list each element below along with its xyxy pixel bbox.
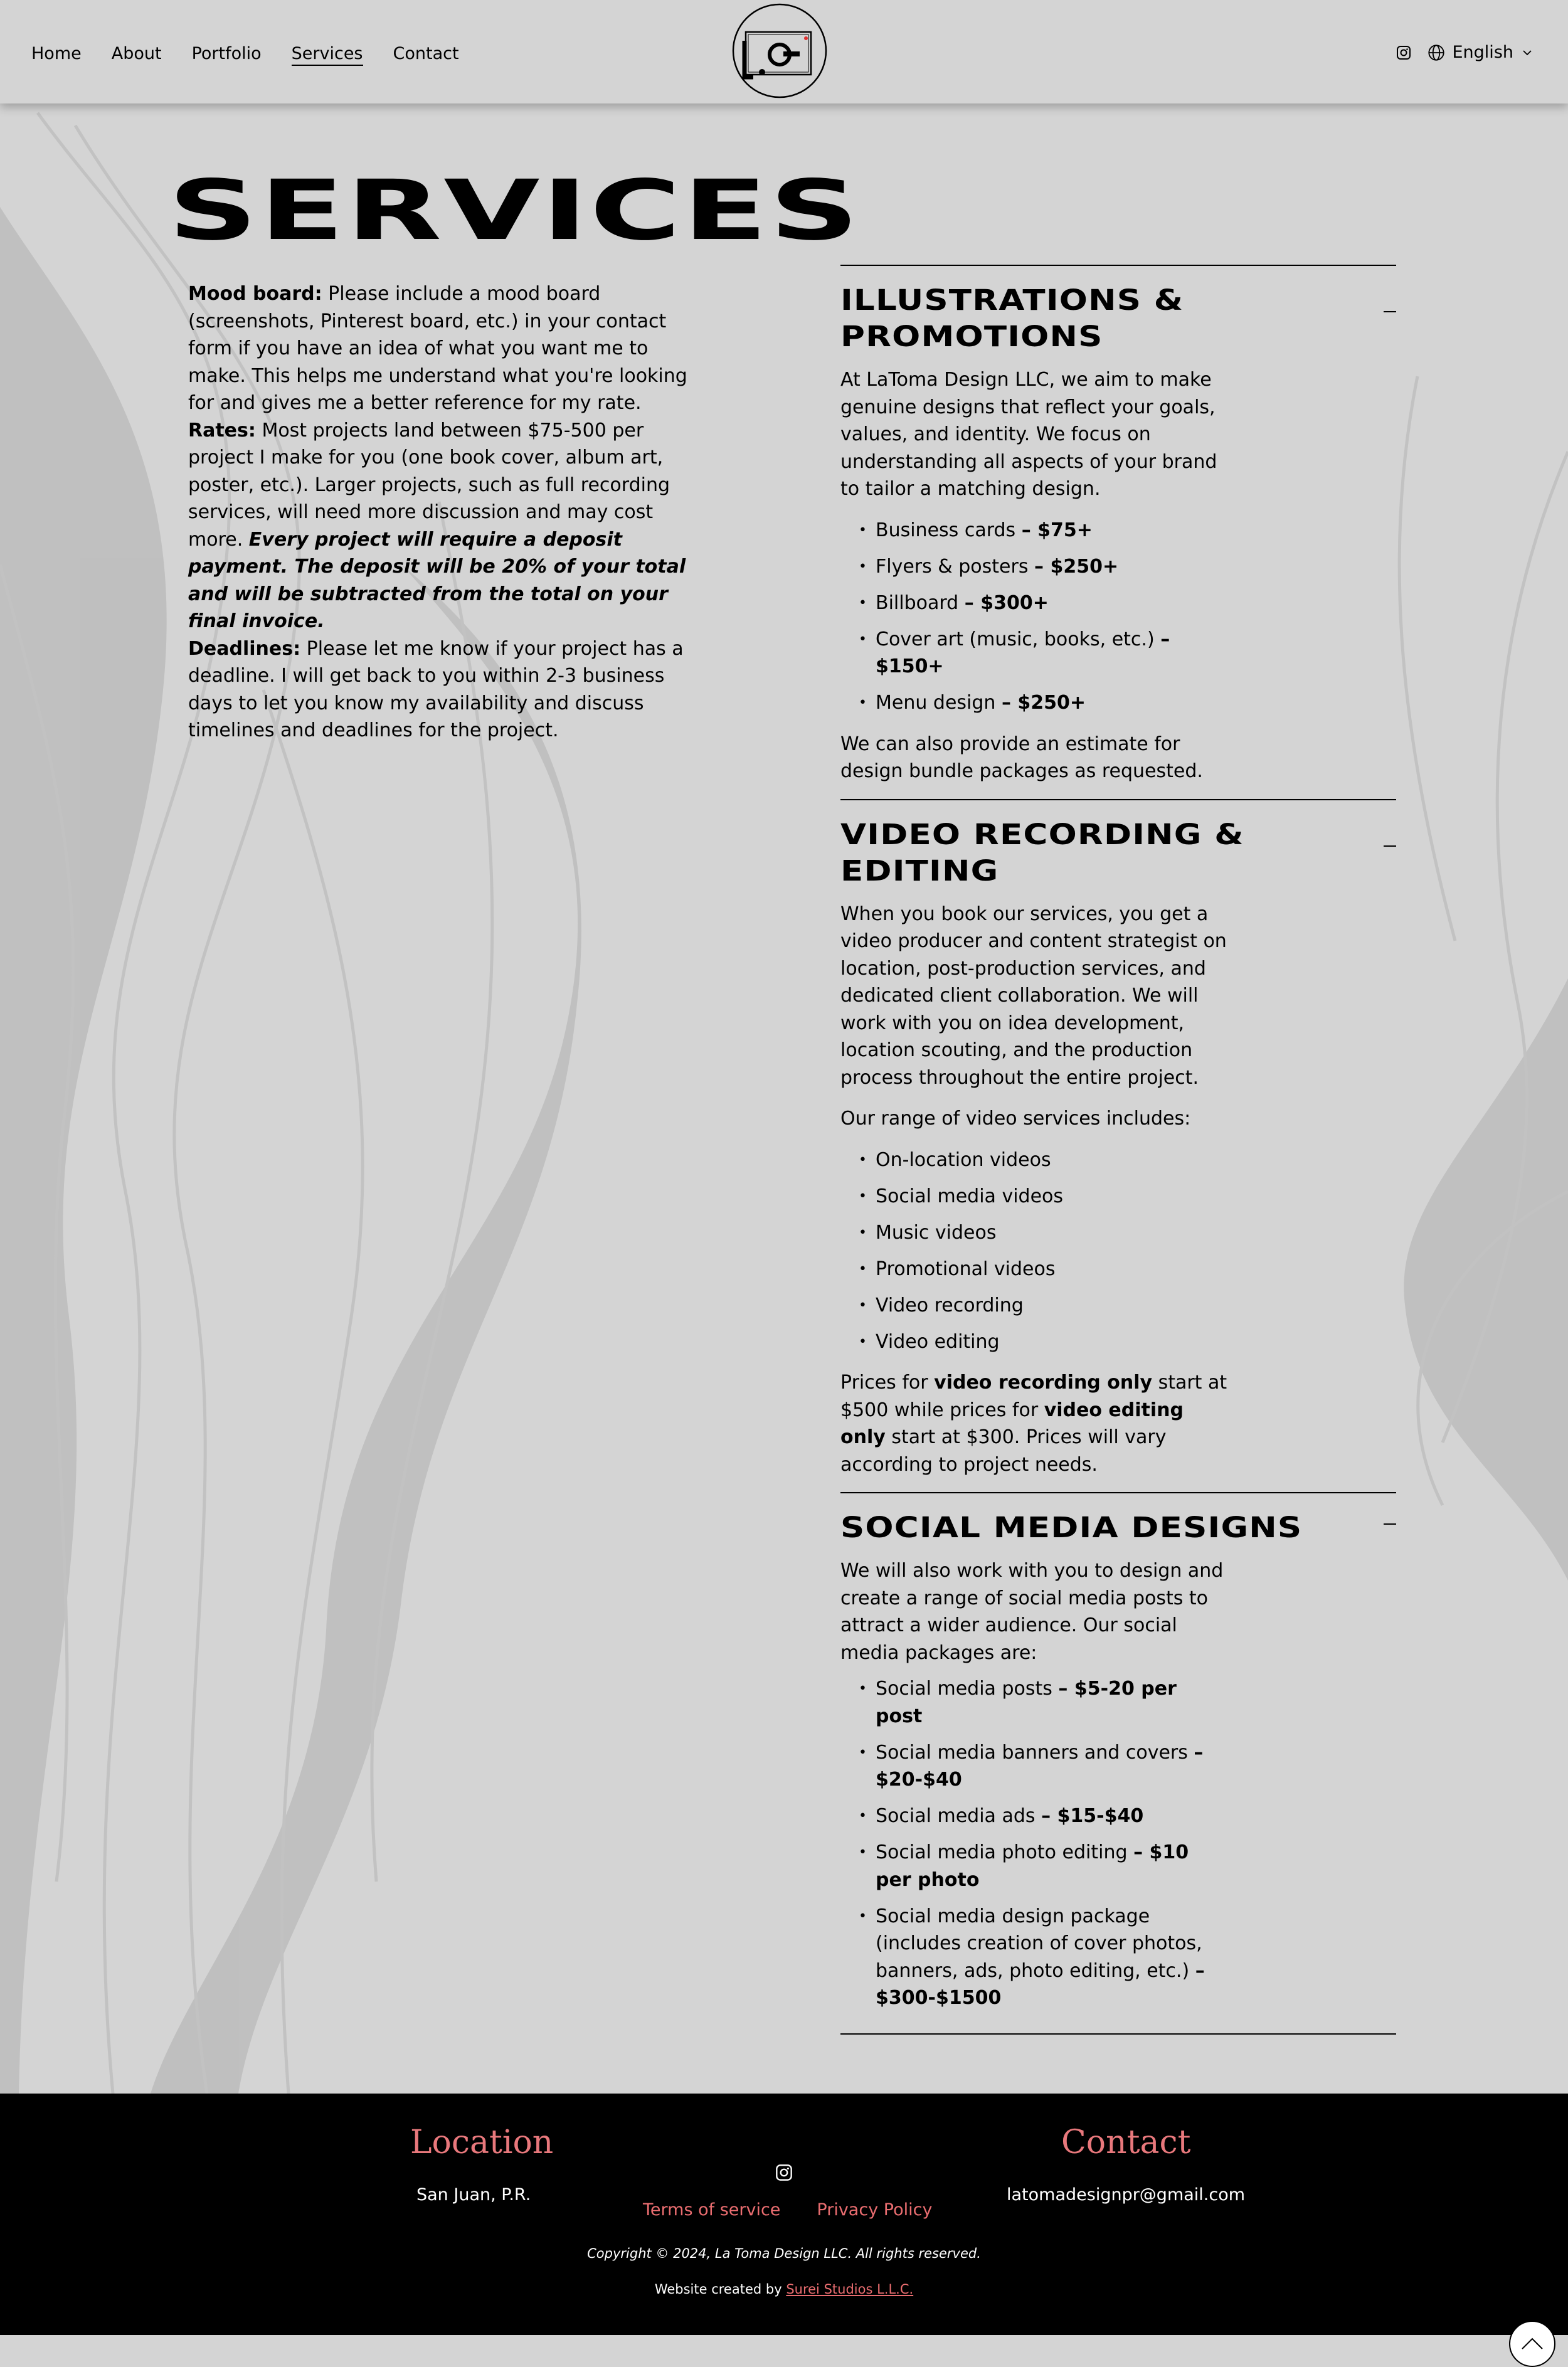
section-illustrations bbox=[840, 265, 1396, 785]
privacy-link[interactable]: Privacy Policy bbox=[817, 2200, 933, 2220]
nav-home[interactable]: Home bbox=[31, 44, 82, 63]
section-title-social[interactable]: SOCIAL MEDIA DESIGNS bbox=[840, 1511, 1303, 1544]
location-text: San Juan, P.R. bbox=[416, 2185, 531, 2205]
section-video bbox=[840, 799, 1396, 1479]
list-item: • Social media videos bbox=[840, 1183, 1229, 1210]
list-item: • On-location videos bbox=[840, 1146, 1229, 1174]
back-to-top-button[interactable] bbox=[1509, 2321, 1555, 2367]
copyright: Copyright © 2024, La Toma Design LLC. All rights reserved. bbox=[587, 2246, 981, 2261]
collapse-icon[interactable] bbox=[1384, 845, 1396, 847]
latoma-logo[interactable] bbox=[732, 3, 827, 98]
list-item: • Flyers & posters – $250+ bbox=[840, 553, 1229, 581]
section-body-video bbox=[840, 901, 1229, 1479]
instagram-icon[interactable] bbox=[775, 2164, 793, 2181]
instagram-icon[interactable] bbox=[1396, 45, 1411, 60]
illustrations-outro: We can also provide an estimate for design bundle packages as requested. bbox=[840, 733, 1203, 782]
deadlines-text: Please let me know if your project has a deadline. I will get back to you within 2-3 business days to let you know my availability and discuss timelines and deadlines for the project. bbox=[188, 637, 684, 741]
list-item: • Social media posts – $5-20 per post bbox=[840, 1675, 1229, 1730]
mood-board-label: Mood board: bbox=[188, 283, 322, 305]
globe-icon bbox=[1428, 44, 1445, 61]
contact-email[interactable]: latomadesignpr@gmail.com bbox=[1007, 2185, 1246, 2205]
section-title-illustrations[interactable]: ILLUSTRATIONS & PROMOTIONS bbox=[840, 283, 1184, 353]
video-services-list bbox=[840, 1146, 1229, 1356]
site-header bbox=[0, 0, 1568, 103]
header-utilities bbox=[1396, 43, 1534, 62]
list-item: • Social media banners and covers – $20-$40 bbox=[840, 1739, 1229, 1794]
location-heading: Location bbox=[410, 2124, 554, 2161]
video-intro: When you book our services, you get a video producer and content strategist on location, post-production services, and dedicated client collaboration. We will work with you on idea development, location scouting, and the production process throughout the entire project. bbox=[840, 903, 1227, 1089]
nav-about[interactable]: About bbox=[111, 44, 162, 63]
legal-links bbox=[643, 2200, 932, 2220]
list-item: • Menu design – $250+ bbox=[840, 689, 1229, 717]
language-selector[interactable] bbox=[1428, 43, 1534, 62]
site-credit: Website created by Surei Studios L.L.C. bbox=[654, 2282, 914, 2297]
social-price-list bbox=[840, 1675, 1229, 2012]
nav-services[interactable]: Services bbox=[292, 44, 363, 66]
video-prices: Prices for video recording only start at $500 while prices for video editing only start at $300. Prices will vary according to project needs. bbox=[840, 1372, 1227, 1476]
list-item: • Business cards – $75+ bbox=[840, 517, 1229, 544]
list-item: • Video recording bbox=[840, 1292, 1229, 1320]
list-item: • Promotional videos bbox=[840, 1256, 1229, 1283]
contact-heading: Contact bbox=[1061, 2124, 1191, 2161]
illustrations-price-list bbox=[840, 517, 1229, 717]
chevron-up-icon bbox=[1520, 2336, 1545, 2351]
credit-link[interactable]: Surei Studios L.L.C. bbox=[786, 2282, 914, 2297]
language-label: English bbox=[1452, 43, 1513, 62]
nav-portfolio[interactable]: Portfolio bbox=[191, 44, 262, 63]
list-item: • Social media design package (includes creation of cover photos, banners, ads, photo editing, etc.) – $300-$1500 bbox=[840, 1903, 1229, 2012]
list-item: • Billboard – $300+ bbox=[840, 590, 1229, 617]
site-footer bbox=[0, 2094, 1568, 2335]
mood-board-paragraph bbox=[188, 280, 709, 417]
section-body-illustrations bbox=[840, 366, 1229, 785]
section-social bbox=[840, 1492, 1396, 2012]
collapse-icon[interactable] bbox=[1384, 311, 1396, 312]
rates-label: Rates: bbox=[188, 419, 256, 442]
section-title-video[interactable]: VIDEO RECORDING & EDITING bbox=[840, 817, 1244, 887]
services-accordion bbox=[840, 265, 1396, 2035]
mood-board-text: Please include a mood board (screenshots, Pinterest board, etc.) in your contact form if you have an idea of what you want me to make. This helps me understand what you're looking for and gives me a better reference for my rate. bbox=[188, 283, 687, 414]
services-intro bbox=[188, 280, 709, 744]
chevron-down-icon bbox=[1521, 46, 1534, 59]
deadlines-label: Deadlines: bbox=[188, 637, 301, 660]
list-item: • Cover art (music, books, etc.) – $150+ bbox=[840, 626, 1229, 680]
collapse-icon[interactable] bbox=[1384, 1523, 1396, 1525]
terms-link[interactable]: Terms of service bbox=[643, 2200, 781, 2220]
rates-text: Most projects land between $75-500 per project I make for you (one book cover, album art, poster, etc.). Larger projects, such as full recording services, will need more discussion and may cost more. bbox=[188, 419, 670, 551]
rates-paragraph bbox=[188, 417, 709, 635]
page-title: SERVICES bbox=[168, 162, 861, 259]
deadlines-paragraph bbox=[188, 635, 709, 744]
nav-contact[interactable]: Contact bbox=[393, 44, 459, 63]
section-divider bbox=[840, 2033, 1396, 2035]
list-item: • Video editing bbox=[840, 1328, 1229, 1356]
illustrations-intro: At LaToma Design LLC, we aim to make genuine designs that reflect your goals, values, and identity. We focus on understanding all aspects of your brand to tailor a matching design. bbox=[840, 369, 1217, 500]
section-body-social bbox=[840, 1557, 1229, 2012]
main-nav bbox=[31, 44, 459, 66]
social-intro: We will also work with you to design and create a range of social media posts to attract a wider audience. Our social media packages are: bbox=[840, 1560, 1224, 1664]
deposit-note: Every project will require a deposit payment. The deposit will be 20% of your total and will be subtracted from the total on your final invoice. bbox=[188, 528, 686, 632]
video-range-heading: Our range of video services includes: bbox=[840, 1108, 1191, 1130]
list-item: • Social media photo editing – $10 per photo bbox=[840, 1839, 1229, 1893]
list-item: • Social media ads – $15-$40 bbox=[840, 1803, 1229, 1830]
list-item: • Music videos bbox=[840, 1219, 1229, 1247]
